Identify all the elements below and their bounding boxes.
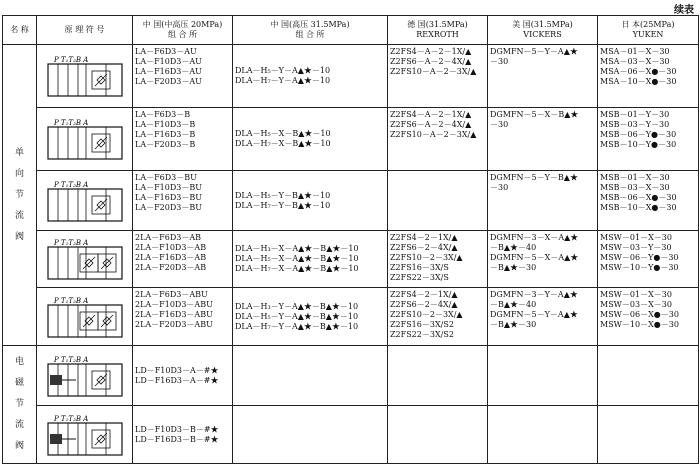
symbol-cell	[37, 45, 133, 108]
cell-us: DGMFN－3－Y－A▲★ －B▲★－40 DGMFN－5－Y－A▲★ －B▲★－30	[488, 288, 598, 346]
cell-cn20: 2LA－F6D3－ABU 2LA－F10D3－ABU 2LA－F16D3－ABU 2LA－F20D3－ABU	[133, 288, 233, 346]
header-row	[3, 16, 699, 45]
group-label-one-way: 单 向 节 流 阀	[3, 45, 37, 346]
svg-text:P T₁T₂B A: P T₁T₂B A	[53, 296, 88, 305]
header-jp: 日 本(25MPa) YUKEN	[598, 16, 699, 45]
cell-de	[388, 346, 488, 406]
throttle-valve-symbol-icon	[46, 180, 124, 222]
cell-cn315	[233, 406, 388, 464]
cell-cn315	[233, 346, 388, 406]
cell-cn315: DLA－H₅－Y－B▲★－10 DLA－H₇－Y－B▲★－10	[233, 171, 388, 231]
group-label-solenoid: 电 磁 节 流 阀	[3, 346, 37, 464]
solenoid-valve-symbol-icon	[46, 414, 124, 456]
cell-de: Z2FS4－2－1X/▲ Z2FS6－2－4X/▲ Z2FS10－2－3X/▲ Z2FS16－3X/S Z2FS22－3X/S	[388, 231, 488, 288]
header-name: 名 称	[3, 16, 37, 45]
cell-us	[488, 346, 598, 406]
cell-cn20: LA－F6D3－BU LA－F10D3－BU LA－F16D3－BU LA－F20D3－BU	[133, 171, 233, 231]
table-row	[3, 231, 699, 288]
cell-jp	[598, 346, 699, 406]
cell-cn20: LD－F10D3－B－#★ LD－F16D3－B－#★	[133, 406, 233, 464]
header-cn315: 中 国(高压 31.5MPa) 组 合 所	[233, 16, 388, 45]
cell-de: Z2FS4－A－2－1X/▲ Z2FS6－A－2－4X/▲ Z2FS10－A－2－3X/▲	[388, 45, 488, 108]
cell-jp: MSA－01－X－30 MSA－03－X－30 MSA－06－X●－30 MSA－10－X●－30	[598, 45, 699, 108]
svg-text:P T₁T₂B A: P T₁T₂B A	[53, 414, 88, 423]
table-row	[3, 346, 699, 406]
table-row	[3, 406, 699, 464]
cell-cn315: DLA－H₃－X－A▲★－B▲★－10 DLA－H₅－X－A▲★－B▲★－10 DLA－H₇－X－A▲★－B▲★－10	[233, 231, 388, 288]
throttle-valve-symbol-icon	[46, 55, 124, 97]
header-de: 德 国(31.5MPa) REXROTH	[388, 16, 488, 45]
cell-us: DGMFN－5－X－B▲★ －30	[488, 108, 598, 171]
cell-cn20: LA－F6D3－B LA－F10D3－B LA－F16D3－B LA－F20D3－B	[133, 108, 233, 171]
cell-jp: MSW－01－X－30 MSW－03－X－30 MSW－06－X●－30 MSW－10－X●－30	[598, 288, 699, 346]
continued-label: 续表	[674, 5, 694, 16]
cell-us: DGMFN－5－Y－A▲★ －30	[488, 45, 598, 108]
throttle-valve-symbol-icon	[46, 296, 124, 338]
symbol-cell	[37, 406, 133, 464]
cell-jp: MSB－01－X－30 MSB－03－X－30 MSB－06－X●－30 MSB－10－X●－30	[598, 171, 699, 231]
svg-text:P T₁T₂B A: P T₁T₂B A	[53, 239, 88, 247]
symbol-cell	[37, 346, 133, 406]
table-row	[3, 288, 699, 346]
cell-jp: MSB－01－Y－30 MSB－03－Y－30 MSB－06－Y●－30 MSB－10－Y●－30	[598, 108, 699, 171]
cell-de	[388, 171, 488, 231]
cell-cn315: DLA－H₅－Y－A▲★－10 DLA－H₇－Y－A▲★－10	[233, 45, 388, 108]
cell-de: Z2FS4－A－2－1X/▲ Z2FS6－A－2－4X/▲ Z2FS10－A－2－3X/▲	[388, 108, 488, 171]
cell-de	[388, 406, 488, 464]
throttle-valve-symbol-icon	[46, 238, 124, 280]
cell-us	[488, 406, 598, 464]
cell-us: DGMFN－5－Y－B▲★ －30	[488, 171, 598, 231]
symbol-cell	[37, 231, 133, 288]
cell-cn20: LA－F6D3－AU LA－F10D3－AU LA－F16D3－AU LA－F20D3－AU	[133, 45, 233, 108]
cell-jp	[598, 406, 699, 464]
svg-text:P T₁T₂B A: P T₁T₂B A	[53, 355, 88, 364]
header-cn20: 中 国(中高压 20MPa) 组 合 所	[133, 16, 233, 45]
cell-us: DGMFN－3－X－A▲★ －B▲★－40 DGMFN－5－X－A▲★ －B▲★－30	[488, 231, 598, 288]
svg-text:P T₁T₂B A: P T₁T₂B A	[53, 119, 88, 127]
header-us: 美 国(31.5MPa) VICKERS	[488, 16, 598, 45]
svg-text:P T₁T₂B A: P T₁T₂B A	[53, 56, 88, 64]
table-row	[3, 171, 699, 231]
table-row	[3, 45, 699, 108]
cell-de: Z2FS4－2－1X/▲ Z2FS6－2－4X/▲ Z2FS10－2－3X/▲ Z2FS16－3X/S2 Z2FS22－3X/S2	[388, 288, 488, 346]
throttle-valve-symbol-icon	[46, 118, 124, 160]
svg-text:P T₁T₂B A: P T₁T₂B A	[53, 180, 88, 189]
cell-cn315: DLA－H₃－Y－A▲★－B▲★－10 DLA－H₅－Y－A▲★－B▲★－10 DLA－H₇－Y－A▲★－B▲★－10	[233, 288, 388, 346]
cell-cn20: 2LA－F6D3－AB 2LA－F10D3－AB 2LA－F16D3－AB 2LA－F20D3－AB	[133, 231, 233, 288]
table-row	[3, 108, 699, 171]
symbol-cell	[37, 288, 133, 346]
symbol-cell	[37, 108, 133, 171]
header-symbol: 原 理 符 号	[37, 16, 133, 45]
cell-cn20: LD－F10D3－A－#★ LD－F16D3－A－#★	[133, 346, 233, 406]
solenoid-valve-symbol-icon	[46, 355, 124, 397]
valve-spec-table	[2, 15, 699, 464]
symbol-cell	[37, 171, 133, 231]
cell-cn315: DLA－H₅－X－B▲★－10 DLA－H₇－X－B▲★－10	[233, 108, 388, 171]
cell-jp: MSW－01－X－30 MSW－03－Y－30 MSW－06－Y●－30 MSW－10－Y●－30	[598, 231, 699, 288]
